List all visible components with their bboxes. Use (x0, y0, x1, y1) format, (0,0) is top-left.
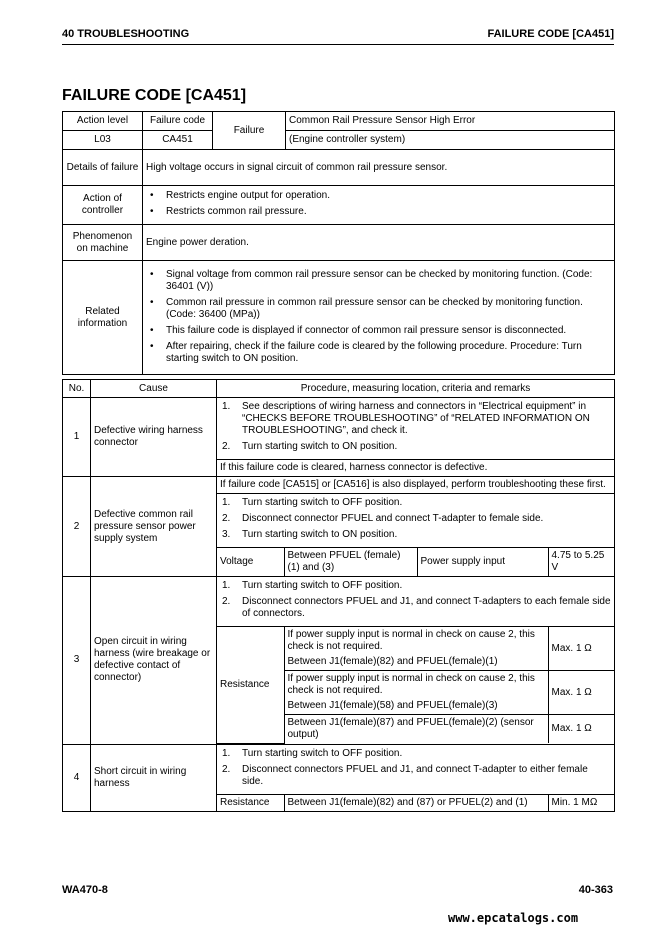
measurement-type: Voltage (217, 548, 284, 577)
measurement-type: Resistance (217, 627, 284, 744)
procedure-note: If this failure code is cleared, harness connector is defective. (217, 460, 614, 477)
measurement-criteria: Min. 1 MΩ (548, 794, 614, 811)
cause-text: Defective common rail pressure sensor power supply system (91, 477, 217, 577)
table-row (63, 744, 615, 811)
summary-table (62, 111, 615, 375)
measurement-item: Power supply input (417, 548, 548, 577)
measurement-location: Between J1(female)(82) and (87) or PFUEL(2) and (1) (284, 794, 548, 811)
measurement-location: If power supply input is normal in check on cause 2, this check is not required. Between J1(female)(82) and PFUEL(female)(1) (284, 627, 548, 671)
cause-number: 4 (63, 744, 91, 811)
procedure-cell (217, 477, 615, 577)
page-title: FAILURE CODE [CA451] (62, 87, 247, 104)
watermark-text: www.epcatalogs.com (448, 911, 579, 925)
action-of-controller-label: Action of controller (63, 186, 143, 225)
cause-number: 3 (63, 577, 91, 745)
list-item: • Restricts common rail pressure. (150, 206, 307, 217)
related-info (143, 261, 615, 375)
measurement-criteria: Max. 1 Ω (548, 627, 614, 671)
failure-source: (Engine controller system) (286, 131, 615, 150)
measurement-type: Resistance (217, 794, 284, 811)
failure-code-label: Failure code (143, 112, 213, 131)
phenomenon-label: Phenomenon on machine (63, 225, 143, 261)
list-item: • After repairing, check if the failure code is cleared by the following procedure. Procedure: Turn starting switch to ON position. (150, 340, 582, 364)
details-text: High voltage occurs in signal circuit of common rail pressure sensor. (143, 150, 615, 186)
list-item: • Signal voltage from common rail pressure sensor can be checked by monitoring function. (Code: 36401 (V)) (150, 268, 593, 292)
related-info-label: Related information (63, 261, 143, 375)
model-number: WA470-8 (62, 884, 108, 896)
cause-text: Defective wiring harness connector (91, 398, 217, 477)
phenomenon-text: Engine power deration. (143, 225, 615, 261)
procedure-step: 3. Turn starting switch to ON position. (222, 529, 398, 540)
cause-number: 1 (63, 398, 91, 477)
failure-code-value: CA451 (143, 131, 213, 150)
list-item: • This failure code is displayed if connector of common rail pressure sensor is disconnected. (150, 324, 567, 336)
measurement-condition: If power supply input is normal in check on cause 2, this check is not required. (287, 673, 535, 696)
procedure-note: If failure code [CA515] or [CA516] is also displayed, perform troubleshooting these first. (217, 477, 614, 494)
header-code: FAILURE CODE [CA451] (487, 28, 614, 40)
cause-table (62, 379, 615, 812)
no-header: No. (63, 380, 91, 398)
procedure-step: 2. Disconnect connector PFUEL and connect T-adapter to female side. (222, 513, 544, 524)
action-level-label: Action level (63, 112, 143, 131)
table-row (63, 398, 615, 477)
table-row (63, 577, 615, 745)
procedure-step: 1. Turn starting switch to OFF position. (222, 747, 403, 759)
failure-label: Failure (213, 112, 286, 150)
measurement-location: If power supply input is normal in check on cause 2, this check is not required. Between J1(female)(58) and PFUEL(female)(3) (284, 671, 548, 715)
page-number: 40-363 (578, 884, 613, 896)
procedure-cell (217, 577, 615, 745)
details-label: Details of failure (63, 150, 143, 186)
procedure-step: 2. Disconnect connectors PFUEL and J1, and connect T-adapters to each female side of connectors. (222, 596, 611, 619)
measurement-criteria: Max. 1 Ω (548, 715, 614, 744)
procedure-cell (217, 744, 615, 811)
procedure-step: 1. See descriptions of wiring harness and connectors in “Electrical equipment” in “CHECKS BEFORE TROUBLESHOOTING” of “RELATED INFORMATION ON TROUBLESHOOTING”, and check it. (222, 401, 590, 436)
table-row (63, 477, 615, 577)
action-level-value: L03 (63, 131, 143, 150)
measurement-location: Between PFUEL (female) (1) and (3) (284, 548, 417, 577)
cause-header: Cause (91, 380, 217, 398)
measurement-condition: If power supply input is normal in check on cause 2, this check is not required. (287, 629, 535, 652)
procedure-header: Procedure, measuring location, criteria and remarks (217, 380, 615, 398)
measurement-criteria: 4.75 to 5.25 V (548, 548, 614, 577)
cause-number: 2 (63, 477, 91, 577)
list-item: • Common rail pressure in common rail pressure sensor can be checked by monitoring function. (Code: 36400 (MPa)) (150, 296, 583, 320)
list-item: • Restricts engine output for operation. (150, 190, 330, 201)
procedure-step: 1. Turn starting switch to OFF position. (222, 580, 403, 591)
measurement-location: Between J1(female)(87) and PFUEL(female)(2) (sensor output) (284, 715, 548, 744)
action-of-controller (143, 186, 615, 225)
measurement-criteria: Max. 1 Ω (548, 671, 614, 715)
page-header (62, 28, 614, 45)
cause-text: Open circuit in wiring harness (wire breakage or defective contact of connector) (91, 577, 217, 745)
procedure-step: 2. Disconnect connectors PFUEL and J1, and connect T-adapter to either female side. (222, 763, 588, 787)
procedure-step: 2. Turn starting switch to ON position. (222, 441, 398, 452)
procedure-step: 1. Turn starting switch to OFF position. (222, 497, 403, 508)
section-title: 40 TROUBLESHOOTING (62, 28, 190, 40)
cause-text: Short circuit in wiring harness (91, 744, 217, 811)
failure-name: Common Rail Pressure Sensor High Error (286, 112, 615, 131)
procedure-cell (217, 398, 615, 477)
